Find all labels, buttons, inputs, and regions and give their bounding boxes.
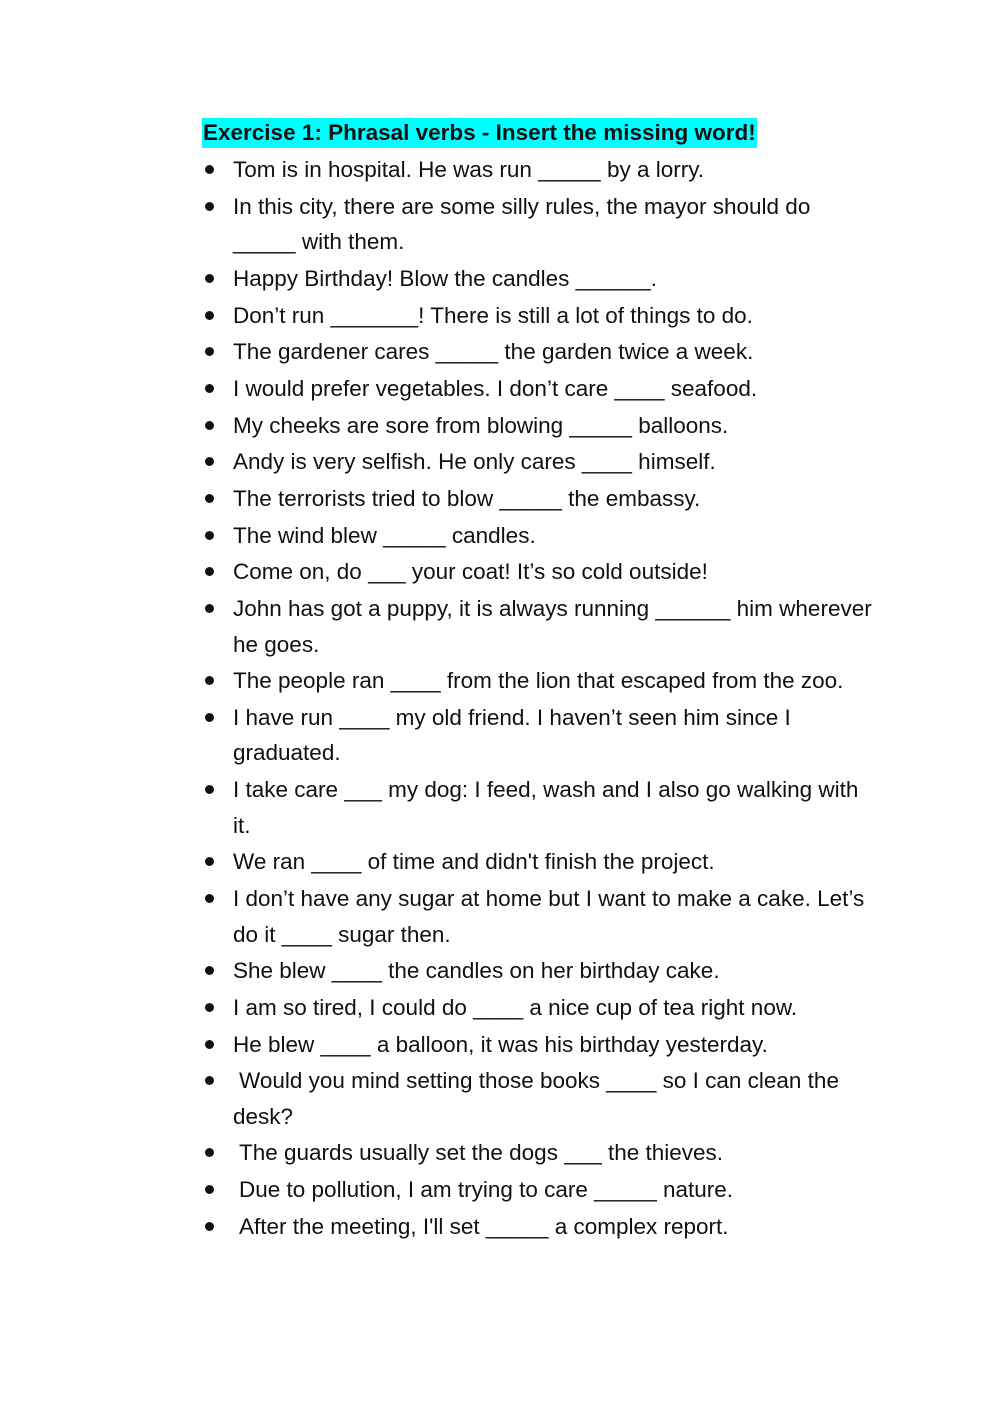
item-text: The gardener cares _____ the garden twice a week. bbox=[233, 339, 754, 365]
list-item bbox=[202, 844, 872, 880]
list-item bbox=[202, 591, 872, 662]
list-item bbox=[202, 518, 872, 554]
item-text: Happy Birthday! Blow the candles ______. bbox=[233, 265, 658, 291]
item-text: Due to pollution, I am trying to care _____ nature. bbox=[239, 1177, 734, 1203]
list-item bbox=[202, 663, 872, 699]
item-text: In this city, there are some silly rules, the mayor should do _____ with them. bbox=[233, 193, 811, 255]
item-text: Don’t run _______! There is still a lot of things to do. bbox=[233, 302, 753, 328]
item-text: I take care ___ my dog: I feed, wash and I also go walking with it. bbox=[233, 777, 859, 838]
list-item bbox=[202, 152, 872, 188]
item-text: My cheeks are sore from blowing _____ balloons. bbox=[233, 412, 729, 438]
list-item bbox=[202, 334, 872, 370]
list-item bbox=[202, 700, 872, 771]
item-text: The terrorists tried to blow _____ the embassy. bbox=[233, 486, 701, 511]
item-text: He blew ____ a balloon, it was his birthday yesterday. bbox=[233, 1031, 768, 1057]
item-text: Come on, do ___ your coat! It’s so cold outside! bbox=[233, 559, 708, 585]
item-text: Would you mind setting those books ____ so I can clean the desk? bbox=[233, 1068, 839, 1129]
list-item bbox=[202, 481, 872, 517]
list-item bbox=[202, 408, 872, 444]
list-item bbox=[202, 444, 872, 480]
list-item bbox=[202, 371, 872, 407]
list-item bbox=[202, 881, 872, 952]
item-text: After the meeting, I'll set _____ a complex report. bbox=[239, 1213, 729, 1239]
list-item bbox=[202, 990, 872, 1026]
list-item bbox=[202, 1135, 872, 1171]
item-text: I have run ____ my old friend. I haven’t seen him since I graduated. bbox=[233, 704, 791, 766]
list-item bbox=[202, 1172, 872, 1208]
item-text: She blew ____ the candles on her birthday cake. bbox=[233, 958, 720, 984]
exercise-list bbox=[202, 152, 872, 1244]
worksheet bbox=[202, 118, 872, 1246]
list-item bbox=[202, 298, 872, 334]
item-text: I don’t have any sugar at home but I want to make a cake. Let’s do it ____ sugar then. bbox=[233, 886, 865, 947]
list-item bbox=[202, 1209, 872, 1245]
exercise-title: Exercise 1: Phrasal verbs - Insert the missing word! bbox=[202, 118, 757, 148]
list-item bbox=[202, 772, 872, 843]
list-item bbox=[202, 554, 872, 590]
item-text: Andy is very selfish. He only cares ____ himself. bbox=[233, 449, 716, 475]
list-item bbox=[202, 953, 872, 989]
list-item bbox=[202, 1027, 872, 1063]
item-text: The people ran ____ from the lion that escaped from the zoo. bbox=[233, 668, 844, 694]
item-text: The guards usually set the dogs ___ the thieves. bbox=[239, 1140, 724, 1166]
list-item bbox=[202, 189, 872, 260]
item-text: John has got a puppy, it is always running ______ him wherever he goes. bbox=[233, 596, 872, 657]
list-item bbox=[202, 1063, 872, 1134]
item-text: We ran ____ of time and didn't finish the project. bbox=[233, 849, 715, 875]
list-item bbox=[202, 261, 872, 297]
item-text: I would prefer vegetables. I don’t care ____ seafood. bbox=[233, 375, 758, 401]
item-text: The wind blew _____ candles. bbox=[233, 522, 536, 548]
item-text: I am so tired, I could do ____ a nice cup of tea right now. bbox=[233, 994, 798, 1020]
item-text: Tom is in hospital. He was run _____ by a lorry. bbox=[233, 157, 705, 182]
